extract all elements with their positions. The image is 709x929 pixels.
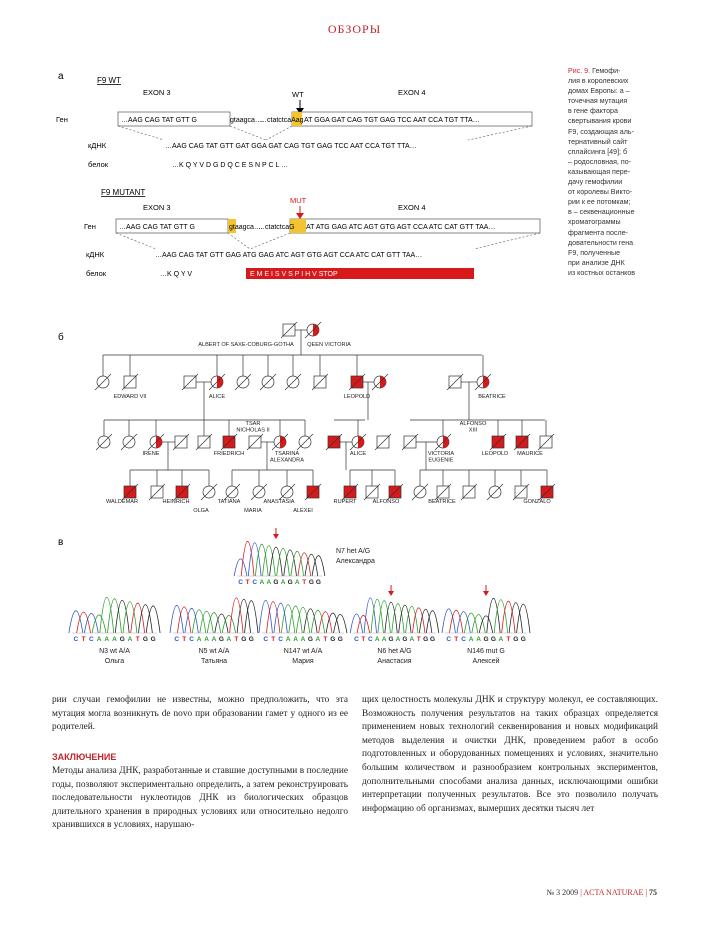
pedigree-label-waldemar: WALDEMAR [105, 499, 139, 505]
svg-text:A: A [196, 636, 202, 643]
svg-text:A: A [468, 636, 474, 643]
svg-text:A: A [498, 636, 504, 643]
svg-text:G: G [119, 636, 125, 643]
pedigree-label-alfonso13: ALFONSO XIII [459, 421, 487, 434]
svg-text:G: G [248, 636, 254, 643]
svg-text:A: A [226, 636, 232, 643]
pedigree-label-maurice: MAURICE [517, 451, 543, 457]
chromatogram-N6 [350, 585, 439, 665]
svg-text:C: C [446, 636, 452, 643]
svg-text:G: G [513, 636, 519, 643]
svg-text:A: A [259, 579, 265, 586]
svg-text:G: G [315, 579, 321, 586]
svg-text:G: G [218, 636, 224, 643]
chromatogram-genotype: N5 wt A/A [198, 648, 230, 655]
svg-text:G: G [241, 636, 247, 643]
wt-gene-ex3: …AAG CAG TAT GTT G [121, 117, 197, 124]
chromatogram-N5 [170, 598, 258, 665]
pedigree-label-alice2: ALICE [349, 451, 367, 457]
svg-text:C: C [461, 636, 466, 643]
svg-text:A: A [127, 636, 133, 643]
chromatogram-genotype: N3 wt A/A [99, 648, 130, 655]
pedigree-label-alfonso: ALFONSO [372, 499, 400, 505]
svg-text:C: C [238, 579, 243, 586]
svg-text:C: C [354, 636, 359, 643]
wt-title: F9 WT [97, 76, 121, 85]
pedigree-label-gonzalo: GONZALO [523, 499, 551, 505]
mut-protein-label: белок [86, 269, 107, 278]
wt-gene-intron1: gtaagca…. [230, 117, 264, 124]
svg-text:T: T [506, 636, 511, 643]
svg-text:A: A [476, 636, 481, 643]
footer-issue: № 3 2009 [546, 888, 579, 897]
svg-text:C: C [174, 636, 180, 643]
chromatogram-person: Анастасия [377, 658, 412, 665]
footer-journal: ACTA NATURAE [583, 888, 644, 897]
svg-text:G: G [423, 636, 429, 643]
svg-text:C: C [367, 636, 373, 643]
svg-text:G: G [307, 636, 313, 643]
svg-text:G: G [402, 636, 408, 643]
pedigree-label-victoria: QEEN VICTORIA [307, 342, 351, 348]
svg-text:G: G [520, 636, 526, 643]
chromatogram-person: Ольга [104, 658, 125, 665]
svg-text:A: A [211, 636, 217, 643]
footer-page: 75 [649, 888, 657, 897]
pedigree-label-rupert: RUPERT [333, 499, 357, 505]
mut-gene-intron2: …ctatctcaG [258, 224, 295, 231]
wt-marker: WT [292, 90, 304, 99]
svg-text:G: G [430, 636, 436, 643]
body-left-para: рии случаи гемофилии не известны, можно предположить, что эта мутация могла возникнуть de novo при образовании гамет у одного из ее родителей. [52, 695, 348, 733]
pedigree-label-leopold1: LEOPOLD [343, 394, 371, 400]
wt-protein-label: белок [88, 160, 109, 169]
mut-cdna-label: кДНК [86, 250, 105, 259]
pedigree-label-beatrice1: BEATRICE [478, 394, 506, 400]
caption-lead: Рис. 9. [568, 67, 591, 75]
svg-text:A: A [293, 636, 298, 643]
mut-exon4: EXON 4 [398, 203, 426, 212]
wt-exon4: EXON 4 [398, 88, 426, 97]
svg-text:A: A [112, 636, 117, 643]
panel-b-label: б [58, 332, 64, 343]
svg-text:G: G [273, 579, 279, 586]
svg-text:A: A [204, 636, 209, 643]
pedigree-label-anastasia: ANASTASIA [263, 499, 295, 505]
chromatogram-person: Мария [292, 658, 314, 665]
svg-text:C: C [263, 636, 269, 643]
svg-text:T: T [361, 636, 366, 643]
mut-gene-ex3: …AAG CAG TAT GTT G [119, 224, 195, 231]
mut-title: F9 MUTANT [101, 188, 146, 197]
svg-text:A: A [374, 636, 380, 643]
pedigree-label-alexei: ALEXEI [293, 508, 313, 514]
wt-exon3: EXON 3 [143, 88, 171, 97]
section-heading: ЗАКЛЮЧЕНИЕ [52, 752, 117, 762]
pedigree-label-friedrich: FRIEDRICH [213, 451, 245, 457]
panel-v-label: в [58, 537, 64, 548]
svg-text:G: G [330, 636, 336, 643]
svg-text:G: G [337, 636, 343, 643]
svg-text:T: T [454, 636, 459, 643]
svg-text:G: G [308, 579, 314, 586]
pedigree [95, 322, 555, 500]
chromatogram-N3 [69, 597, 160, 665]
body-left-para2: Методы анализа ДНК, разработанные и ставшие доступными в последние годы, позволяют экспериментально определить, а затем реконструировать последовательности нуклеотидов ДНК из биологических образцов длительного хранения в природных условиях или относительно недолго хранившихся в условиях, нарушаю- [52, 766, 348, 831]
chromatogram-N146 [442, 585, 530, 665]
svg-text:C: C [73, 636, 79, 643]
svg-text:A: A [395, 636, 401, 643]
svg-text:T: T [416, 636, 421, 643]
pedigree-label-eugenie: VICTORIA EUGENIE [427, 451, 455, 464]
mut-cdna-seq: …AAG CAG TAT GTT GAG ATG GAG ATC AGT GTG AGT CCA ATC CAT GTT TAA… [155, 252, 423, 259]
mut-protein-start: …K Q Y V [160, 271, 193, 278]
svg-text:G: G [142, 636, 148, 643]
svg-text:G: G [490, 636, 496, 643]
figure-caption [568, 66, 668, 278]
wt-cdna-label: кДНК [88, 141, 107, 150]
svg-text:T: T [245, 579, 250, 586]
mut-gene-intron1: gtaagca…. [229, 224, 263, 231]
svg-text:A: A [409, 636, 415, 643]
pedigree-label-heinrich: HEINRICH [162, 499, 190, 505]
chromatogram-person: Александра [336, 558, 375, 565]
chromatogram-genotype: N146 mut G [467, 648, 505, 655]
pedigree-label-tatiana: TATIANA [217, 499, 241, 505]
svg-text:A: A [266, 579, 272, 586]
chromatogram-person: Алексей [472, 658, 500, 665]
mut-gene-ex4: AT ATG GAG ATC AGT GTG AGT CCA ATC CAT GTT TAA… [306, 224, 496, 231]
svg-text:A: A [294, 579, 300, 586]
pedigree-label-leopold2: LEOPOLD [481, 451, 509, 457]
svg-text:T: T [323, 636, 328, 643]
pedigree-label-alexandra: TSARINA ALEXANDRA [270, 451, 304, 464]
footer: № 3 2009 | ACTA NATURAE | 75 [546, 888, 657, 897]
svg-text:A: A [381, 636, 387, 643]
chromatogram-N147 [259, 600, 347, 665]
wt-gene-label: Ген [56, 115, 68, 124]
chromatogram-genotype: N147 wt A/A [283, 648, 323, 655]
mut-gene-label: Ген [84, 222, 96, 231]
svg-text:C: C [278, 636, 283, 643]
pedigree-label-irene: IRENE [142, 451, 160, 457]
pedigree-label-nicholas: TSAR NICHOLAS II [236, 421, 270, 434]
pedigree-label-maria: MARIA [244, 508, 262, 514]
pedigree-label-beatrice2: BEATRICE [428, 499, 456, 505]
svg-text:T: T [302, 579, 307, 586]
svg-text:T: T [135, 636, 140, 643]
chromatogram-N7 [234, 528, 375, 586]
svg-text:C: C [88, 636, 94, 643]
svg-text:A: A [280, 579, 286, 586]
svg-text:T: T [234, 636, 239, 643]
caption-text: Гемофи- лия в королевских домах Европы: а – точечная мутация в гене фактора свертывания крови F9, создающая аль- тернативный сайт сплайсинга [49]; б – родословная, по- казывающая пере- дачу гемофилии от королевы Викто- рии к ее потомкам; в – секвенационные хроматограммы фрагмента после- довательности гена F9, полученные при анализе ДНК из костных останков [568, 67, 636, 277]
section-header: ОБЗОРЫ [327, 22, 382, 36]
chromatogram-genotype: N6 het A/G [377, 648, 412, 655]
wt-cdna-seq: …AAG CAG TAT GTT GAT GGA GAT CAG TGT GAG TCC AAT CCA TGT TTA… [165, 143, 417, 150]
svg-text:A: A [285, 636, 291, 643]
wt-protein-seq: …K Q Y V D G D Q C E S N P C L … [172, 162, 289, 169]
svg-text:A: A [96, 636, 102, 643]
svg-text:C: C [252, 579, 258, 586]
svg-text:G: G [287, 579, 293, 586]
svg-text:T: T [271, 636, 276, 643]
svg-text:G: G [483, 636, 489, 643]
chromatogram-person: Татьяна [200, 658, 228, 665]
chromatogram-genotype: N7 het A/G [336, 548, 371, 555]
svg-text:G: G [150, 636, 156, 643]
svg-text:T: T [182, 636, 187, 643]
mut-protein-red: E M E I S V S P I H V STOP [250, 271, 338, 278]
pedigree-label-olga: OLGA [193, 508, 209, 514]
pedigree-label-alice1: ALICE [208, 394, 226, 400]
svg-text:C: C [189, 636, 194, 643]
svg-text:A: A [300, 636, 306, 643]
pedigree-labels [106, 342, 551, 514]
svg-text:A: A [315, 636, 321, 643]
svg-text:A: A [104, 636, 110, 643]
wt-gene-intron2: …ctatctcaAag [260, 117, 304, 124]
svg-text:G: G [388, 636, 394, 643]
mut-marker: MUT [290, 196, 307, 205]
chromatograms [69, 528, 530, 665]
pedigree-label-albert: ALBERT OF SAXE-COBURG-GOTHA [198, 342, 294, 348]
body-right-para: щих целостность молекулы ДНК и структуру молекул, ее составляющих. Возможность получения результатов на таких образцах определяется применением новых технологий секвенирования и новых модификаций методов выделения и очистки ДНК, проведением работ в особо подготовленных и оборудованных помещениях и условиях, значительно большим количеством и разнообразием контрольных экспериментов, дополнительными способами анализа данных, исключающими ошибки интерпретации полученных результатов. Все это позволило получать информацию об организмах, вымерших десятки тысяч лет [362, 695, 658, 814]
panel-a-label: а [58, 71, 64, 82]
wt-gene-ex4: AT GGA GAT CAG TGT GAG TCC AAT CCA TGT TTA… [304, 117, 480, 124]
svg-text:T: T [81, 636, 86, 643]
pedigree-label-edward: EDWARD VII [113, 394, 147, 400]
mut-exon3: EXON 3 [143, 203, 171, 212]
